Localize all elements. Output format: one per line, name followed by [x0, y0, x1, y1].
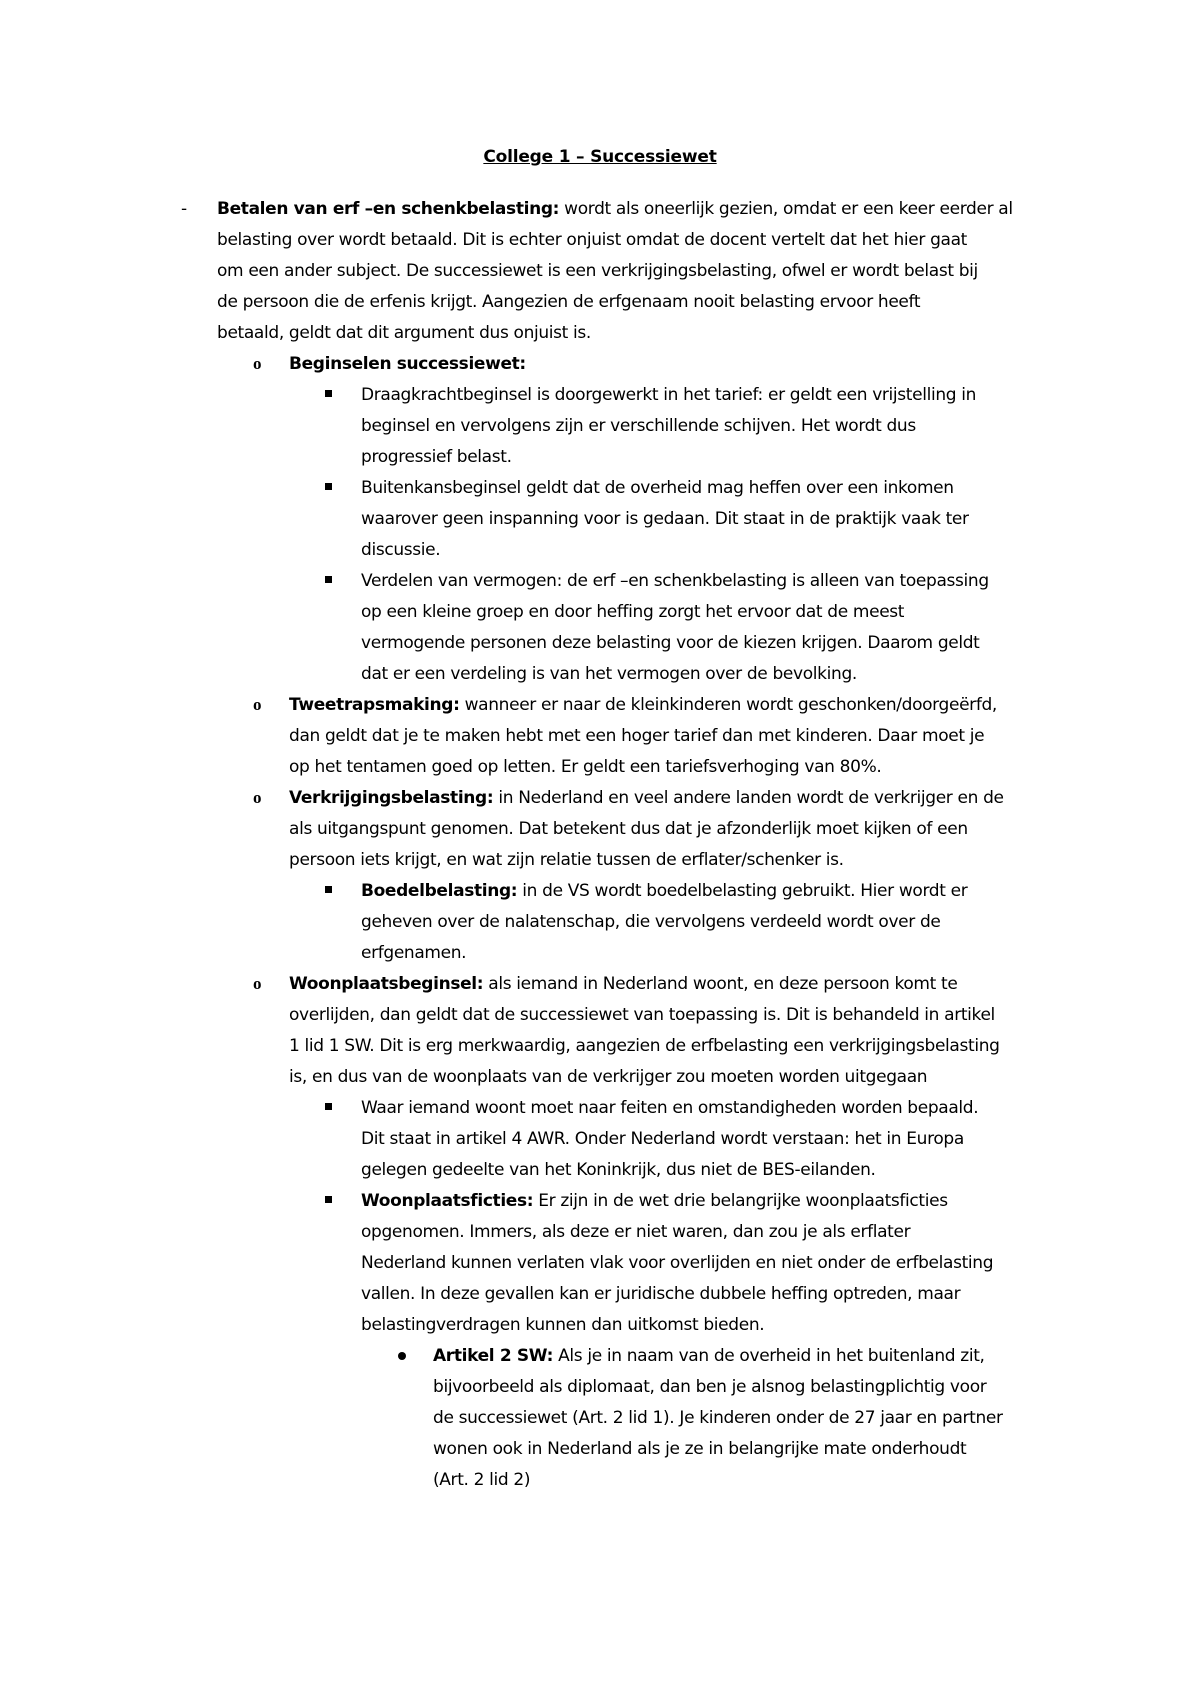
text-line: waarover geen inspanning voor is gedaan. Dit staat in de praktijk vaak ter [361, 509, 969, 529]
text-line: progressief belast. [361, 447, 512, 467]
text-line: discussie. [361, 540, 441, 560]
text-line: vallen. In deze gevallen kan er juridische dubbele heffing optreden, maar [361, 1284, 961, 1304]
text-line: Woonplaatsbeginsel: als iemand in Nederland woont, en deze persoon komt te [289, 974, 958, 994]
text-line: vermogende personen deze belasting voor de kiezen krijgen. Daarom geldt [361, 633, 980, 653]
text-line: de persoon die de erfenis krijgt. Aangezien de erfgenaam nooit belasting ervoor heeft [217, 292, 921, 312]
square-bullet-icon [325, 390, 332, 397]
item-heading: Woonplaatsbeginsel: [289, 974, 484, 994]
text-line: betaald, geldt dat dit argument dus onjuist is. [217, 323, 591, 343]
item-heading: Tweetrapsmaking: [289, 695, 460, 715]
text-line: Dit staat in artikel 4 AWR. Onder Nederland wordt verstaan: het in Europa [361, 1129, 964, 1149]
text-line: Tweetrapsmaking: wanneer er naar de kleinkinderen wordt geschonken/doorgeërfd, [289, 695, 997, 715]
item-heading: Verkrijgingsbelasting: [289, 788, 494, 808]
text-line: wonen ook in Nederland als je ze in belangrijke mate onderhoudt [433, 1439, 967, 1459]
text-line: persoon iets krijgt, en wat zijn relatie tussen de erflater/schenker is. [289, 850, 844, 870]
text-line: Verdelen van vermogen: de erf –en schenkbelasting is alleen van toepassing [361, 571, 989, 591]
text-line: Betalen van erf –en schenkbelasting: wordt als oneerlijk gezien, omdat er een keer eerder al [217, 199, 1013, 219]
text-line: overlijden, dan geldt dat de successiewet van toepassing is. Dit is behandeld in artikel [289, 1005, 995, 1025]
text-line: erfgenamen. [361, 943, 467, 963]
text-line: bijvoorbeeld als diplomaat, dan ben je alsnog belastingplichtig voor [433, 1377, 987, 1397]
item-heading: Woonplaatsficties: [361, 1191, 534, 1211]
text-line: Buitenkansbeginsel geldt dat de overheid mag heffen over een inkomen [361, 478, 954, 498]
text-line: op een kleine groep en door heffing zorgt het ervoor dat de meest [361, 602, 905, 622]
circle-bullet: o [253, 354, 262, 373]
square-bullet-icon [325, 483, 332, 490]
document-title: College 1 – Successiewet [483, 147, 717, 167]
dot-bullet-icon [398, 1352, 406, 1360]
circle-bullet: o [253, 695, 262, 714]
text-line: Boedelbelasting: in de VS wordt boedelbelasting gebruikt. Hier wordt er [361, 881, 968, 901]
item-heading: Artikel 2 SW: [433, 1346, 554, 1366]
text-line: belastingverdragen kunnen dan uitkomst bieden. [361, 1315, 765, 1335]
text-line: Waar iemand woont moet naar feiten en omstandigheden worden bepaald. [361, 1098, 979, 1118]
text-line: dat er een verdeling is van het vermogen over de bevolking. [361, 664, 857, 684]
text-line: Verkrijgingsbelasting: in Nederland en veel andere landen wordt de verkrijger en de [289, 788, 1004, 808]
text-line: belasting over wordt betaald. Dit is echter onjuist omdat de docent vertelt dat het hier gaat [217, 230, 967, 250]
circle-bullet: o [253, 974, 262, 993]
text-line: Draagkrachtbeginsel is doorgewerkt in het tarief: er geldt een vrijstelling in [361, 385, 977, 405]
square-bullet-icon [325, 576, 332, 583]
text-line: de successiewet (Art. 2 lid 1). Je kinderen onder de 27 jaar en partner [433, 1408, 1003, 1428]
text-line [289, 352, 526, 376]
text-line: opgenomen. Immers, als deze er niet waren, dan zou je als erflater [361, 1222, 911, 1242]
square-bullet-icon [325, 886, 332, 893]
text-line: beginsel en vervolgens zijn er verschillende schijven. Het wordt dus [361, 416, 916, 436]
text-line: op het tentamen goed op letten. Er geldt een tariefsverhoging van 80%. [289, 757, 882, 777]
text-line: (Art. 2 lid 2) [433, 1470, 531, 1490]
text-line: Woonplaatsficties: Er zijn in de wet drie belangrijke woonplaatsficties [361, 1191, 948, 1211]
text-line: als uitgangspunt genomen. Dat betekent dus dat je afzonderlijk moet kijken of een [289, 819, 968, 839]
item-heading: Beginselen successiewet: [289, 354, 526, 374]
item-heading: Boedelbelasting: [361, 881, 518, 901]
text-line: geheven over de nalatenschap, die vervolgens verdeeld wordt over de [361, 912, 941, 932]
text-line: om een ander subject. De successiewet is een verkrijgingsbelasting, ofwel er wordt belast bij [217, 261, 978, 281]
item-heading: Betalen van erf –en schenkbelasting: [217, 199, 560, 219]
square-bullet-icon [325, 1103, 332, 1110]
circle-bullet: o [253, 788, 262, 807]
text-line: Artikel 2 SW: Als je in naam van de overheid in het buitenland zit, [433, 1346, 985, 1366]
dash-bullet: - [181, 199, 188, 219]
text-line: Nederland kunnen verlaten vlak voor overlijden en niet onder de erfbelasting [361, 1253, 994, 1273]
text-line: dan geldt dat je te maken hebt met een hoger tarief dan met kinderen. Daar moet je [289, 726, 985, 746]
text-line: 1 lid 1 SW. Dit is erg merkwaardig, aangezien de erfbelasting een verkrijgingsbelasting [289, 1036, 1000, 1056]
text-line: is, en dus van de woonplaats van de verkrijger zou moeten worden uitgegaan [289, 1067, 928, 1087]
text-line: gelegen gedeelte van het Koninkrijk, dus niet de BES-eilanden. [361, 1160, 876, 1180]
square-bullet-icon [325, 1196, 332, 1203]
